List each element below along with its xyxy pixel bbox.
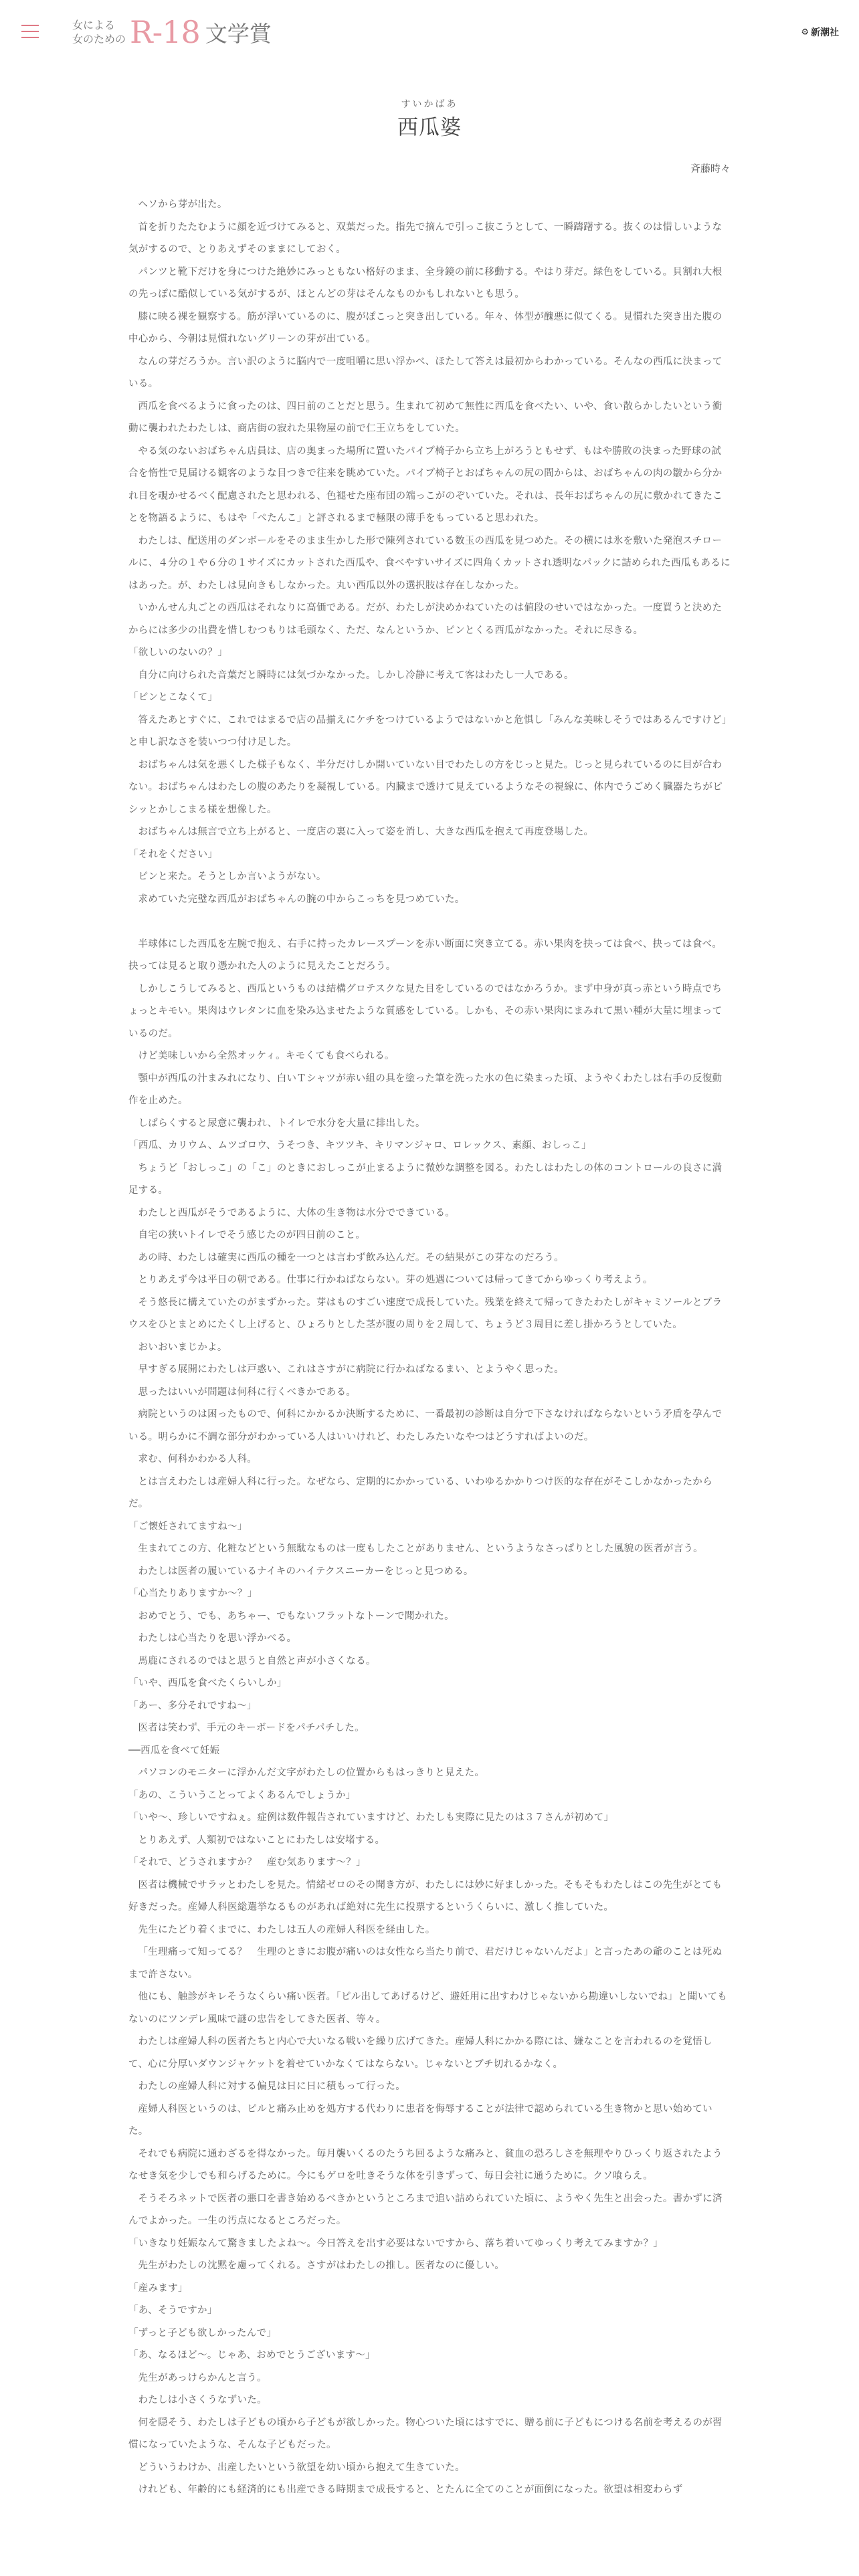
dialog-line: 「ずっと子ども欲しかったんで」: [128, 2327, 277, 2339]
story-paragraph: とは言えわたしは産婦人科に行った。なぜなら、定期的にかかっている、いわゆるかかりつけ医的な存在がそこしかなかったから だ。: [128, 1476, 712, 1509]
story-paragraph: 「生理痛って知ってる？ 生理のときにお腹が痛いのは女性なら当たり前で、君だけじゃないんだよ」と言ったあの爺のことは死ぬまで許さない。: [128, 1947, 723, 1980]
story-paragraph: パソコンのモニターに浮かんだ文字がわたしの位置からもはっきりと見えた。: [138, 1767, 485, 1778]
story-paragraph: 生まれてこの方、化粧などという無駄なものは一度もしたことがありません、というようなさっぱりとした風貌の医者が言う。: [138, 1543, 703, 1554]
logo-r18: R-18: [130, 14, 200, 50]
story-paragraph: わたしは心当たりを思い浮かべる。: [138, 1633, 297, 1644]
dialog-line: 「いや、西瓜を食べたくらいしか」: [128, 1678, 287, 1689]
dialog-line: 「いきなり妊娠なんて驚きましたよね〜。今日答えを出す必要はないですから、落ち着いてゆっくり考えてみますか？」: [128, 2238, 664, 2249]
story-paragraph: 産婦人科医というのは、ピルと痛み止めを処方する代わりに患者を侮辱することが法律で認められている生き物かと思い始めていた。: [128, 2103, 712, 2137]
story-paragraph: 思ったはいいが問題は何科に行くべきかである。: [138, 1386, 357, 1398]
story-paragraph: 病院というのは困ったもので、何科にかかるか決断するために、一番最初の診断は自分で下さなければならないという矛盾を孕んでいる。明らかに不調な部分がわかっている人はいいけれど、わたしみたいなやつはどうすればよいのだ。: [128, 1409, 723, 1442]
story-paragraph: 早すぎる展開にわたしは戸惑い、これはさすがに病院に行かねばなるまい、とようやく思った。: [138, 1364, 564, 1375]
dialog-line: 「産みます」: [128, 2282, 188, 2294]
story-paragraph: 首を折りたたむように顔を近づけてみると、双葉だった。指先で摘んで引っこ抜こうとして、一瞬躊躇する。抜くのは惜しいような気がするので、とりあえずそのままにしておく。: [128, 221, 723, 255]
dialog-line: 「欲しいのないの？」: [128, 647, 227, 658]
story-paragraph: 膝に映る裸を観察する。筋が浮いているのに、腹がぽこっと突き出している。年々、体型が醜悪に似てくる。見慣れた突き出た腹の中心から、今朝は見慣れないグリーンの芽が出ている。: [128, 311, 723, 344]
story-paragraph: 先生にたどり着くまでに、わたしは五人の産婦人科医を経由した。: [138, 1924, 436, 1935]
logo-bungakusho: 文学賞: [205, 20, 272, 47]
story-paragraph: ちょうど「おしっこ」の「こ」のときにおしっこが止まるように微妙な調整を図る。わたしはわたしの体のコントロールの良さに満足する。: [128, 1162, 723, 1196]
story-paragraph: パンツと靴下だけを身につけた絶妙にみっともない格好のまま、全身鏡の前に移動する。やはり芽だ。緑色をしている。貝割れ大根の先っぽに酷似している気がするが、ほとんどの芽はそんなものかもしれないとも思う。: [128, 266, 723, 300]
story-paragraph: 答えたあとすぐに、これではまるで店の品揃えにケチをつけているようではないかと危惧し「みんな美味しそうではあるんですけど」と申し訳なさを装いつつ付け足した。: [128, 714, 727, 748]
dialog-line: 「あ、なるほど〜。じゃあ、おめでとうございます〜」: [128, 2350, 375, 2361]
site-logo[interactable]: [72, 13, 272, 51]
dialog-line: ──西瓜を食べて妊娠: [128, 1745, 220, 1756]
story-paragraph: ピンと来た。そうとしか言いようがない。: [138, 871, 326, 882]
dialog-line: 「いや〜、珍しいですねぇ。症例は数件報告されていますけど、わたしも実際に見たのは３７さんが初めて」: [128, 1812, 614, 1823]
story-paragraph: とりあえず、人類初ではないことにわたしは安堵する。: [138, 1834, 385, 1846]
story-paragraph: 医者は機械でサラッとわたしを見た。情緒ゼロのその聞き方が、わたしには妙に好ましかった。そもそもわたしはこの先生がとても好きだった。産婦人科医総選挙なるものがあれば絶対に先生に投票するというくらいに、激しく推していた。: [128, 1879, 723, 1913]
story-paragraph: 求めていた完璧な西瓜がおばちゃんの腕の中からこっちを見つめていた。: [138, 893, 465, 905]
story-title-ruby: すいかばあ: [401, 99, 458, 110]
story-title: 西瓜婆: [397, 116, 462, 140]
publisher-name: 新潮社: [811, 27, 839, 38]
story-paragraph: 先生があっけらかんと言う。: [138, 2372, 267, 2383]
dialog-line: 「あ、そうですか」: [128, 2305, 217, 2316]
story-body: [128, 194, 731, 2502]
dialog-line: 「それで、どうされますか？ 産む気あります〜？」: [128, 1857, 366, 1868]
story-paragraph: 半球体にした西瓜を左腕で抱え、右手に持ったカレースプーンを赤い断面に突き立てる。赤い果肉を抉っては食べ、抉っては食べ。抉っては見ると取り憑かれた人のように見えたことだろう。: [128, 938, 723, 972]
publisher-logo[interactable]: [801, 25, 839, 39]
story-paragraph: おめでとう、でも、あちゃー、でもないフラットなトーンで聞かれた。: [138, 1610, 454, 1622]
dialog-line: 「ご懐妊されてますね〜」: [128, 1521, 248, 1532]
story-paragraph: 求む、何科かわかる人科。: [138, 1454, 258, 1465]
story-paragraph: 自分に向けられた音葉だと瞬時には気づかなかった。しかし冷静に考えて客はわたし一人である。: [138, 669, 574, 681]
story-paragraph: わたしは小さくうなずいた。: [138, 2395, 267, 2405]
story-paragraph: しばらくすると尿意に襲われ、トイレで水分を大量に排出した。: [138, 1117, 425, 1129]
site-header: [0, 0, 859, 62]
logo-line-1: 女による: [72, 19, 116, 31]
story-title-block: [0, 97, 859, 140]
logo-line-2: 女のための: [72, 33, 126, 45]
story-paragraph: わたしの産婦人科に対する偏見は日に日に積もって行った。: [138, 2081, 406, 2092]
story-paragraph: 馬鹿にされるのではと思うと自然と声が小さくなる。: [138, 1655, 376, 1667]
story-paragraph: わたしは医者の履いているナイキのハイテクスニーカーをじっと見つめる。: [138, 1566, 474, 1577]
story-paragraph: 何を隠そう、わたしは子どもの頃から子どもが欲しかった。物心ついた頃にはすでに、贈る前に子どもにつける名前を考えるのが習慣になっていたような、そんな子どもだった。: [128, 2417, 723, 2450]
story-author: 斉藤時々: [690, 163, 731, 175]
publisher-mark-icon: ⚙: [801, 27, 809, 37]
dialog-line: 「それをください」: [128, 849, 218, 860]
story-paragraph: そう悠長に構えていたのがまずかった。芽はものすごい速度で成長していた。残業を終えて帰ってきたわたしがキャミソールとブラウスをひとまとめにたくし上げると、ひょろりとした茎が腹の周りを２周して、ちょうど３周目に差し掛かろうとしていた。: [128, 1297, 723, 1330]
story-paragraph: 顎中が西瓜の汁まみれになり、白いＴシャツが赤い組の具を塗った筆を洗った水の色に染まった頃、ようやくわたしは右手の反復動作を止めた。: [128, 1073, 723, 1106]
story-paragraph: とりあえず今は平日の朝である。仕事に行かねばならない。芽の処遇については帰ってきてからゆっくり考えよう。: [138, 1275, 653, 1285]
story-paragraph: それでも病院に通わざるを得なかった。毎月襲いくるのたうち回るような痛みと、貧血の恐ろしさを無理やりひっくり返されたようなせき気を少しでも和らげるために。今にもゲロを吐きそうな体を引きずって、毎日会社に通うために。クソ喰らえ。: [128, 2148, 723, 2181]
story-paragraph: 自宅の狭いトイレでそう感じたのが四日前のこと。: [138, 1230, 366, 1241]
dialog-line: 「心当たりありますか〜？」: [128, 1588, 258, 1599]
story-paragraph: おいおいまじかよ。: [138, 1341, 227, 1353]
dialog-line: 「あー、多分それですね〜」: [128, 1700, 257, 1711]
logo-subtitle: [72, 18, 126, 46]
story-paragraph: わたしは、配送用のダンボールをそのまま生かした形で陳列されている数玉の西瓜を見つめた。その横には氷を敷いた発泡スチロールに、４分の１や６分の１サイズにカットされた西瓜や、食べやすいサイズに四角くカットされ透明なパックに詰められた西瓜もあるにはあった。が、わたしは見向きもしなかった。丸い西瓜以外の選択肢は存在しなかった。: [128, 535, 731, 591]
story-paragraph: けど美味しいから全然オッケィ。キモくても食べられる。: [138, 1051, 395, 1061]
dialog-line: 「西瓜、カリウム、ムツゴロウ、うそつき、キツツキ、キリマンジャロ、ロレックス、素顔、おしっこ」: [128, 1140, 591, 1151]
story-paragraph: どういうわけか、出産したいという欲望を幼い頃から抱えて生きていた。: [138, 2462, 465, 2473]
story-paragraph: そうそろネットで医者の悪口を書き始めるべきかというところまで追い詰められていた頃に、ようやく先生と出会った。書かずに済んでよかった。一生の汚点になるところだった。: [128, 2193, 723, 2226]
story-paragraph: けれども、年齢的にも経済的にも出産できる時期まで成長すると、とたんに全てのことが面倒になった。欲望は相変わらず: [138, 2484, 683, 2495]
story-paragraph: いかんせん丸ごとの西瓜はそれなりに高価である。だが、わたしが決めかねていたのは値段のせいではなかった。一度買うと決めたからには多少の出費を惜しむつもりは毛頭なく、ただ、なんというか、ピンとくる西瓜がなかった。それに尽きる。: [128, 603, 723, 636]
dialog-line: 「ピンとこなくて」: [128, 692, 218, 703]
section-break: [128, 911, 731, 934]
story-paragraph: わたしと西瓜がそうであるように、大体の生き物は水分でできている。: [138, 1207, 456, 1218]
story-paragraph: しかしこうしてみると、西瓜というものは結構グロテスクな見た目をしているのではなかろうか。まず中身が真っ赤という時点でちょっとキモい。果肉はウレタンに血を染み込ませたような質感をしている。しかも、その赤い果肉にまみれて黒い種が大量に埋まっているのだ。: [128, 983, 723, 1039]
story-paragraph: 他にも、触診がキレそうなくらい痛い医者。「ピル出してあげるけど、避妊用に出すわけじゃないから勘違いしないでね」と聞いてもないのにツンデレ風味で謎の忠告をしてきた医者、等々。: [128, 1992, 728, 2025]
story-paragraph: おばちゃんは無言で立ち上がると、一度店の裏に入って姿を消し、大きな西瓜を抱えて再度登場した。: [138, 827, 594, 837]
dialog-line: 「あの、こういうことってよくあるんでしょうか」: [128, 1790, 356, 1801]
story-paragraph: 西瓜を食べるように食ったのは、四日前のことだと思う。生まれて初めて無性に西瓜を食べたい、いや、食い散らかしたいという衝動に襲われたわたしは、商店街の寂れた果物屋の前で仁王立ちをしていた。: [128, 401, 723, 434]
story-paragraph: わたしは産婦人科の医者たちと内心で大いなる戦いを繰り広げてきた。産婦人科にかかる際には、嫌なことを言われるのを覚悟して、心に分厚いダウンジャケットを着せていかなくてはならない。じゃないとブチ切れるかなく。: [128, 2036, 712, 2070]
story-paragraph: おばちゃんは気を悪くした様子もなく、半分だけしか開いていない目でわたしの方をじっと見た。じっと見られているのに目が合わない。おばちゃんはわたしの腹のあたりを凝視している。内臓まで透けて見えているようなその視線に、体内でうごめく臓器たちがピシッとかしこまる様を想像した。: [128, 759, 723, 815]
story-paragraph: 先生がわたしの沈黙を慮ってくれる。さすがはわたしの推し。医者なのに優しい。: [138, 2260, 505, 2271]
story-paragraph: あの時、わたしは確実に西瓜の種を一つとは言わず飲み込んだ。その結果がこの芽なのだろう。: [138, 1252, 564, 1263]
story-paragraph: なんの芽だろうか。言い訳のように脳内で一度咀嚼に思い浮かべ、ほたして答えは最初からわかっている。そんなの西瓜に決まっている。: [128, 356, 723, 389]
hamburger-icon[interactable]: [21, 25, 39, 38]
story-paragraph: ヘソから芽が出た。: [138, 199, 227, 210]
story-paragraph: やる気のないおばちゃん店員は、店の奥まった場所に置いたパイプ椅子から立ち上がろうともせず、もはや勝敗の決まった野球の試合を惰性で見届ける観客のような目つきで往来を眺めていた。パイプ椅子とおばちゃんの尻の間からは、おばちゃんの肉の皺から分かれ目を覗かせるべく配慮されたと思われる、色褪せた座布団の端っこがのぞいていた。それは、長年おばちゃんの尻に敷かれてきたことを物語るように、もはや「ぺたんこ」と評されるまで極限の薄手をもっていると思われた。: [128, 445, 723, 524]
story-paragraph: 医者は笑わず、手元のキーボードをパチパチした。: [138, 1723, 365, 1733]
